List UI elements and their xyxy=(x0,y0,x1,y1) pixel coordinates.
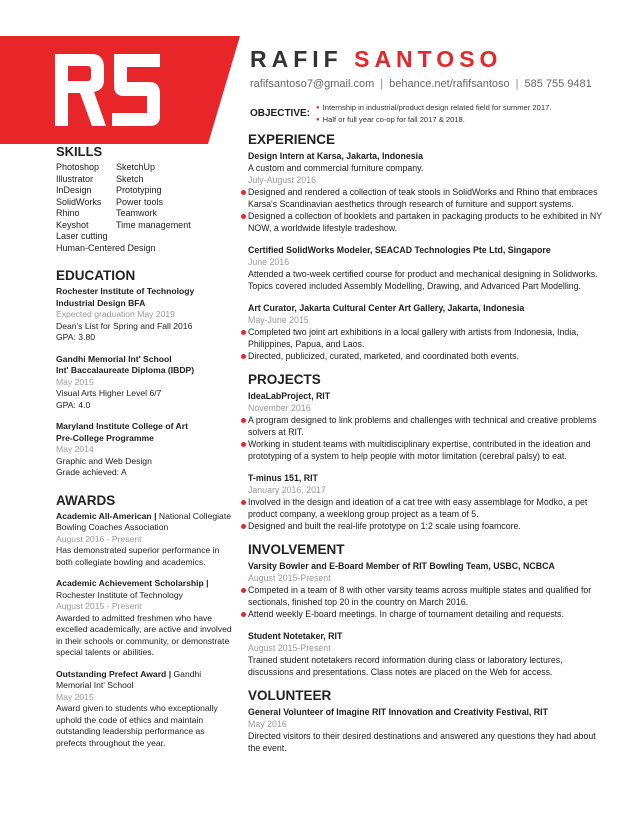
separator: | xyxy=(515,78,519,90)
date: May 2016 xyxy=(248,719,287,729)
bullet-item: Designed and built the real-life prototype on 1:2 scale using foamcore. xyxy=(248,520,610,532)
bullet-item: Directed, publicized, curated, marketed, and coordinated both events. xyxy=(248,350,610,362)
bullet-item: Involved in the design and ideation of a cat tree with easy assemblage for Modko, a pet product company, a weeklong group project as a team of 5. xyxy=(248,496,610,520)
paragraph: Trained student notetakers record information during class or laboratory lectures, discussions and presentations. Class notes are placed on the Web for access. xyxy=(248,655,563,677)
separator: | xyxy=(380,78,384,90)
award-description: Has demonstrated superior performance in both collegiate bowling and academics. xyxy=(56,545,220,567)
school-name: Gandhi Memorial Int' School xyxy=(56,353,172,364)
bullet-item: Attend weekly E-board meetings. In charge of tournament detailing and requests. xyxy=(248,608,610,620)
school-name: Maryland Institute College of Art xyxy=(56,421,188,431)
paragraph: Attended a two-week certified course for product and mechanical designing in Solidworks. xyxy=(248,269,598,279)
right-column xyxy=(248,132,610,754)
volunteer-entry xyxy=(248,706,610,754)
detail-line: Grade achieved: A xyxy=(56,467,127,477)
date: May 2014 xyxy=(56,444,94,454)
skill-item: SolidWorks xyxy=(56,196,102,207)
skill-item: Time management xyxy=(116,219,191,230)
project-entry xyxy=(248,472,610,532)
skill-item: InDesign xyxy=(56,185,92,195)
education-entry xyxy=(56,286,236,344)
date: May-June 2015 xyxy=(248,315,309,325)
objective-list xyxy=(316,102,551,126)
date: August 2015 - Present xyxy=(56,601,142,611)
skills-grid xyxy=(56,162,236,231)
objective-section xyxy=(250,102,551,126)
candidate-name xyxy=(250,46,502,73)
projects-heading: PROJECTS xyxy=(248,372,321,387)
skill-item: Power tools xyxy=(116,196,164,207)
award-name: Outstanding Prefect Award | xyxy=(56,668,172,679)
skill-item: Prototyping xyxy=(116,185,162,195)
email-link[interactable]: rafifsantoso7@gmail.com xyxy=(250,78,375,90)
role-subtitle: A custom and commercial furniture company. xyxy=(248,163,424,173)
skill-item: Keyshot xyxy=(56,219,89,230)
bullet-item: Designed a collection of booklets and partaken in packaging products to be exhibited in NY NOW, a worldwide lifestyle tradeshow. xyxy=(248,210,610,234)
detail-line: GPA: 3.80 xyxy=(56,332,96,342)
bullet-item: Competed in a team of 8 with other varsity teams across multiple states and qualified for sectionals, finished top 20 in the country on March 2016. xyxy=(248,584,610,608)
role-title: Certified SolidWorks Modeler, SEACAD Technologies Pte Ltd, Singapore xyxy=(248,245,551,255)
involvement-heading: INVOLVEMENT xyxy=(248,542,345,557)
award-issuer: National Collegiate Bowling Coaches Association xyxy=(56,510,232,532)
date: August 2015-Present xyxy=(248,643,331,653)
award-title xyxy=(56,669,236,692)
role-title: Art Curator, Jakarta Cultural Center Art Gallery, Jakarta, Indonesia xyxy=(248,303,525,313)
school-name: Rochester Institute of Technology xyxy=(56,286,195,296)
logo-banner xyxy=(0,36,240,144)
experience-entry xyxy=(248,302,610,362)
role-title: General Volunteer of Imagine RIT Innovation and Creativity Festival, RIT xyxy=(248,707,548,717)
bullet-item: Completed two joint art exhibitions in a local gallery with artists from Indonesia, India, Philippines, Papua, and Laos. xyxy=(248,326,610,350)
volunteer-heading: VOLUNTEER xyxy=(248,688,332,703)
degree: Industrial Design BFA xyxy=(56,297,146,308)
objective-label: OBJECTIVE: xyxy=(250,108,311,119)
date: August 2015-Present xyxy=(248,573,331,583)
detail-line: GPA: 4.0 xyxy=(56,399,91,410)
first-name: RAFIF xyxy=(250,46,343,72)
bullet-item: A program designed to link problems and challenges with technical and creative problems solvers at RIT. xyxy=(248,414,610,438)
date: May 2015 xyxy=(56,691,94,702)
award-title xyxy=(56,578,236,601)
date: Expected graduation May 2019 xyxy=(56,309,175,319)
award-entry xyxy=(56,669,236,750)
degree: Pre-College Programme xyxy=(56,432,154,443)
skills-heading: SKILLS xyxy=(56,144,103,159)
paragraph: Topics covered included Assembly Modelling, Drawing, and Advanced Part Modelling. xyxy=(248,281,581,291)
website-link[interactable]: behance.net/rafifsantoso xyxy=(389,78,510,90)
date: June 2016 xyxy=(248,257,290,267)
skill-item: Photoshop xyxy=(56,162,100,172)
skill-item: SketchUp xyxy=(116,162,156,172)
award-name: Academic Achievement Scholarship | xyxy=(56,578,209,588)
date: January 2016, 2017 xyxy=(248,485,326,495)
skill-item: Human-Centered Design xyxy=(56,242,156,253)
detail-line: Graphic and Web Design xyxy=(56,455,152,466)
detail-line: Visual Arts Higher Level 6/7 xyxy=(56,388,162,398)
award-title xyxy=(56,511,236,534)
award-name: Academic All-American | xyxy=(56,510,157,521)
role-title: IdeaLabProject, RIT xyxy=(248,391,331,401)
education-entry xyxy=(56,354,236,412)
award-entry xyxy=(56,578,236,659)
role-title: T-minus 151, RIT xyxy=(248,473,318,483)
phone-number: 585 755 9481 xyxy=(524,78,592,90)
bullet-item: Designed and rendered a collection of teak stools in SolidWorks and Rhino that embraces Karsa's Scandinavian aesthetics through research of furniture and support systems. xyxy=(248,186,610,210)
experience-entry xyxy=(248,150,610,234)
involvement-entry xyxy=(248,630,610,678)
detail-line: Dean's List for Spring and Fall 2016 xyxy=(56,320,193,331)
role-title: Varsity Bowler and E-Board Member of RIT Bowling Team, USBC, NCBCA xyxy=(248,561,555,571)
bullet-item: Working in student teams with multidisciplinary expertise, contributed in the ideation and prototyping of a system to help people with motor limitation (cerebral palsy) to eat. xyxy=(248,438,610,462)
date: November 2016 xyxy=(248,403,311,413)
contact-line xyxy=(250,78,592,90)
objective-item: ● Half or full year co-op for fall 2017 & 2018. xyxy=(316,114,551,126)
skill-item: Laser cutting xyxy=(56,231,108,241)
objective-item: ● Internship in industrial/product design related field for summer 2017. xyxy=(316,102,551,114)
involvement-entry xyxy=(248,560,610,620)
date: August 2016 - Present xyxy=(56,533,142,544)
skill-item: Illustrator xyxy=(56,173,94,184)
award-issuer: Rochester Institute of Technology xyxy=(56,589,183,600)
rs-monogram-icon xyxy=(0,36,240,144)
role-title: Student Notetaker, RIT xyxy=(248,631,343,641)
left-column xyxy=(56,144,236,749)
award-description: Awarded to admitted freshmen who have excelled academically, are active and involved in their schools or community, or demonstrate special talents or abilities. xyxy=(56,612,232,657)
skill-item: Sketch xyxy=(116,173,144,184)
degree: Int' Baccalaureate Diploma (IBDP) xyxy=(56,365,195,375)
award-description: Award given to students who exceptionally uphold the code of ethics and maintain outstanding leadership performance as prefects throughout the year. xyxy=(56,703,218,748)
paragraph: Directed visitors to their desired destinations and answered any questions they had about the event. xyxy=(248,731,596,753)
skill-item: Teamwork xyxy=(116,208,158,218)
skill-item: Rhino xyxy=(56,208,80,218)
experience-entry xyxy=(248,244,610,292)
date: July-August 2016 xyxy=(248,175,316,185)
education-heading: EDUCATION xyxy=(56,268,136,283)
award-entry xyxy=(56,511,236,569)
project-entry xyxy=(248,390,610,462)
role-title: Design Intern at Karsa, Jakarta, Indonesia xyxy=(248,151,424,161)
awards-heading: AWARDS xyxy=(56,492,116,508)
experience-heading: EXPERIENCE xyxy=(248,132,336,147)
education-entry xyxy=(56,421,236,479)
last-name: SANTOSO xyxy=(354,46,503,72)
award-issuer: Gandhi Memorial Int' School xyxy=(56,668,202,690)
date: May 2015 xyxy=(56,376,94,387)
